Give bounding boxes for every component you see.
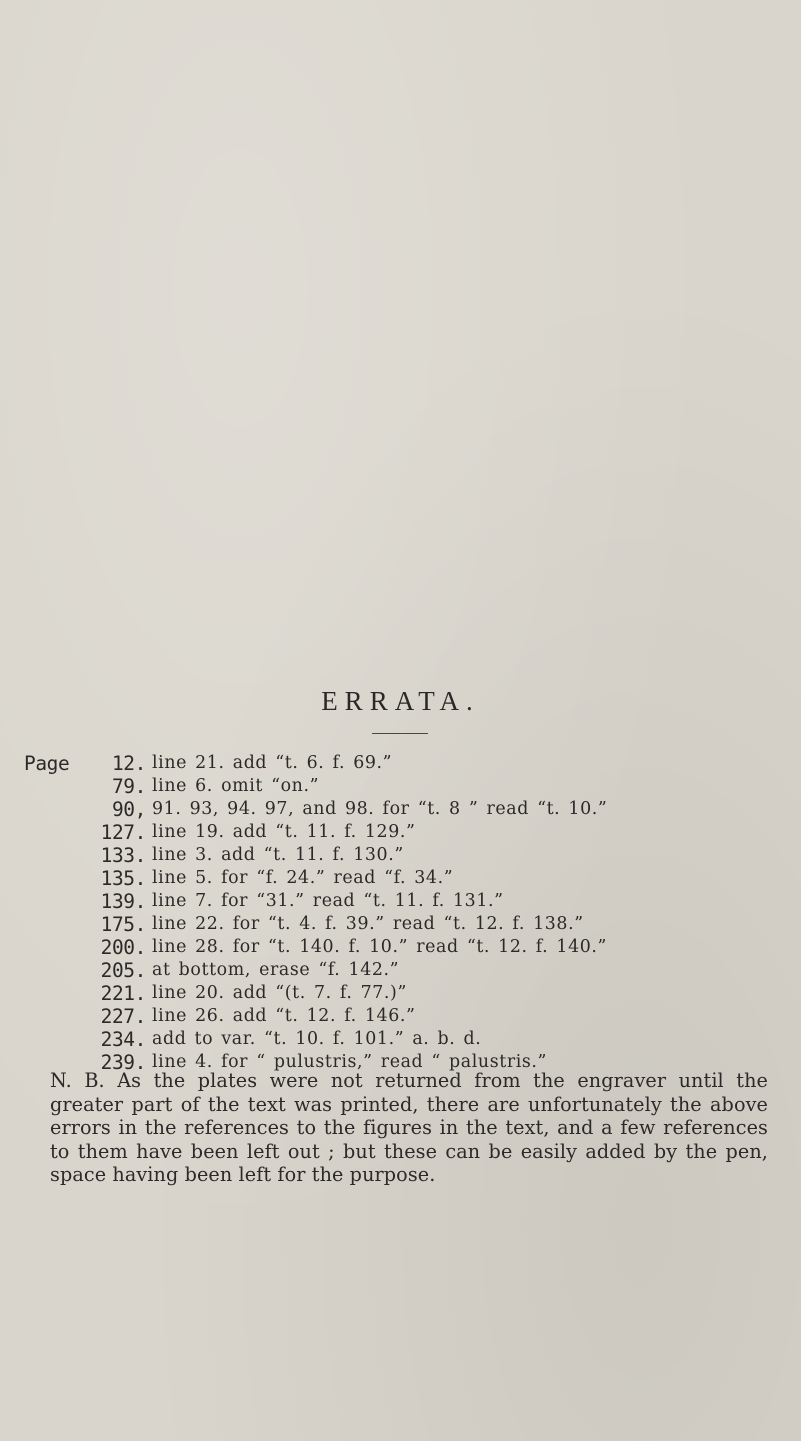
page-number: 139. <box>100 890 146 913</box>
errata-entry <box>24 752 794 775</box>
page-prefix <box>24 936 82 959</box>
errata-entry <box>24 775 794 798</box>
correction-text: line 4. for “ pulustris,” read “ palustris.” <box>152 1052 548 1072</box>
correction-text: 91. 93, 94. 97, and 98. for “t. 8 ” read “t. 10.” <box>152 799 608 819</box>
errata-entry <box>24 982 794 1005</box>
title-divider <box>372 733 428 734</box>
correction-text: line 26. add “t. 12. f. 146.” <box>152 1006 416 1026</box>
errata-entry <box>24 844 794 867</box>
errata-entry <box>24 821 794 844</box>
page-prefix <box>24 798 82 821</box>
page-number: 133. <box>100 844 146 867</box>
page-title: ERRATA. <box>321 686 480 716</box>
errata-list <box>24 752 794 1074</box>
page-number: 127. <box>100 821 146 844</box>
page-number: 221. <box>100 982 146 1005</box>
page-number: 227. <box>100 1005 146 1028</box>
page-prefix <box>24 913 82 936</box>
page-prefix <box>24 890 82 913</box>
correction-text: line 5. for “f. 24.” read “f. 34.” <box>152 868 454 888</box>
errata-entry <box>24 1028 794 1051</box>
correction-text: at bottom, erase “f. 142.” <box>152 960 400 980</box>
errata-entry <box>24 913 794 936</box>
correction-text: add to var. “t. 10. f. 101.” a. b. d. <box>152 1029 482 1049</box>
correction-text: line 21. add “t. 6. f. 69.” <box>152 753 393 773</box>
correction-text: line 22. for “t. 4. f. 39.” read “t. 12. f. 138.” <box>152 914 584 934</box>
errata-entry <box>24 959 794 982</box>
page-prefix <box>24 1005 82 1028</box>
page-number: 79. <box>111 775 146 798</box>
correction-text: line 6. omit “on.” <box>152 776 320 796</box>
nota-bene-paragraph: N. B. As the plates were not returned from the engraver until the greater part of the text was printed, there are unfortunately the above errors in the references to the figures in the text, and a few references to them have been left out ; but these can be easily added by the pen, space having been left for the purpose. <box>50 1069 768 1187</box>
page-prefix <box>24 821 82 844</box>
page-prefix <box>24 1028 82 1051</box>
page-number: 239. <box>100 1051 146 1074</box>
page-prefix <box>24 959 82 982</box>
page-prefix <box>24 867 82 890</box>
correction-text: line 19. add “t. 11. f. 129.” <box>152 822 416 842</box>
page-prefix <box>24 775 82 798</box>
page-number: 200. <box>100 936 146 959</box>
correction-text: line 20. add “(t. 7. f. 77.)” <box>152 983 407 1003</box>
page-number: 135. <box>100 867 146 890</box>
correction-text: line 28. for “t. 140. f. 10.” read “t. 12. f. 140.” <box>152 937 608 957</box>
errata-entry <box>24 1005 794 1028</box>
page-number: 12. <box>111 752 146 775</box>
page-prefix <box>24 982 82 1005</box>
page-prefix: Page <box>24 752 70 775</box>
correction-text: line 7. for “31.” read “t. 11. f. 131.” <box>152 891 504 911</box>
page-number: 234. <box>100 1028 146 1051</box>
page-number: 205. <box>100 959 146 982</box>
correction-text: line 3. add “t. 11. f. 130.” <box>152 845 404 865</box>
page-number: 175. <box>100 913 146 936</box>
errata-entry <box>24 798 794 821</box>
page-number: 90, <box>111 798 146 821</box>
errata-entry <box>24 890 794 913</box>
errata-entry <box>24 867 794 890</box>
errata-entry <box>24 936 794 959</box>
page-prefix <box>24 844 82 867</box>
